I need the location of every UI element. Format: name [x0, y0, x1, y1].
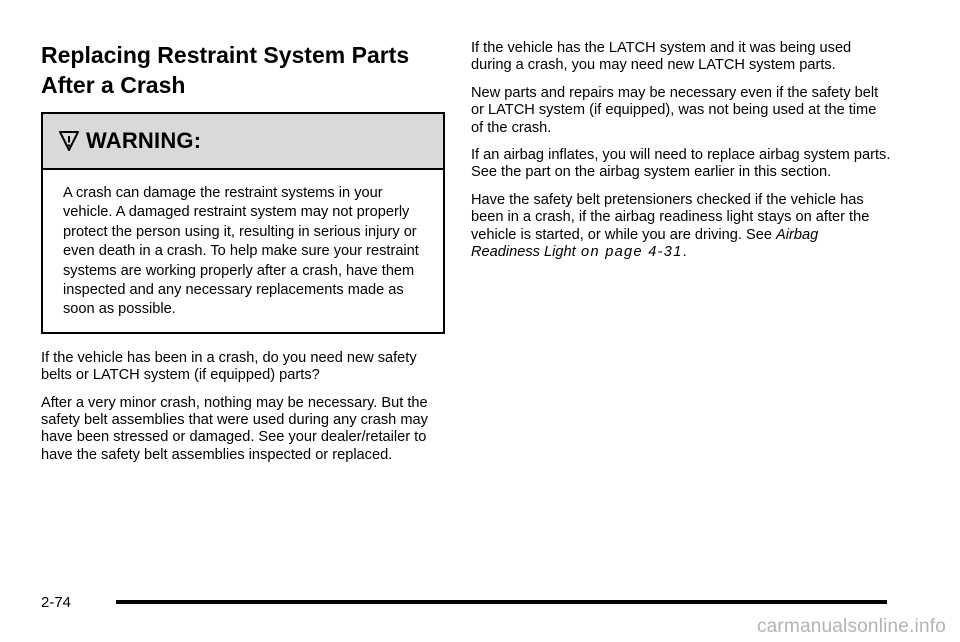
paragraph-airbag-inflates: If an airbag inflates, you will need to replace airbag system parts. See the part on the airbag system earlier in this section.: [471, 147, 891, 181]
sentence-end: .: [682, 244, 687, 261]
paragraph-minor-crash: After a very minor crash, nothing may be necessary. But the safety belt assemblies that were used during any crash may have been stressed or damaged. See your dealer/retailer to have the safety belt assemblies inspected or replaced.: [41, 394, 428, 463]
section-heading: [41, 40, 445, 100]
paragraph-latch-system: If the vehicle has the LATCH system and it was being used during a crash, you may need new LATCH system parts.: [471, 40, 852, 74]
warning-triangle-icon: [58, 130, 80, 152]
paragraph-crash-question: If the vehicle has been in a crash, do you need new safety belts or LATCH system (if equipped) parts?: [41, 349, 417, 384]
page-number: 2-74: [41, 594, 72, 611]
footer-rule: [116, 600, 887, 604]
warning-title: WARNING:: [86, 128, 202, 153]
watermark: carmanualsonline.info: [756, 616, 946, 637]
section-heading-line1: Replacing Restraint System Parts: [41, 42, 410, 68]
section-heading-line2: After a Crash: [41, 72, 186, 98]
warning-text: A crash can damage the restraint systems in your vehicle. A damaged restraint system may not properly protect the person using it, resulting in serious injury or even death in a crash. To help make sure your restraint systems are working properly after a crash, have them inspected and any necessary replacements made as soon as possible.: [63, 185, 419, 318]
warning-box: [41, 112, 445, 334]
xref-title: Airbag Readiness Light: [471, 226, 819, 261]
left-paragraphs: [41, 350, 445, 464]
paragraph-pretensioners: [471, 192, 891, 262]
left-column: [41, 40, 445, 474]
warning-header: [43, 114, 443, 170]
right-column: [471, 40, 891, 271]
pretensioners-text: Have the safety belt pretensioners checked if the vehicle has been in a crash, if the airbag readiness light stays on after the vehicle is started, or while you are driving. See: [471, 191, 870, 243]
paragraph-new-parts: New parts and repairs may be necessary even if the safety belt or LATCH system (if equipped), was not being used at the time of the crash.: [471, 84, 879, 136]
xref-page: on page 4‑31: [575, 244, 683, 261]
